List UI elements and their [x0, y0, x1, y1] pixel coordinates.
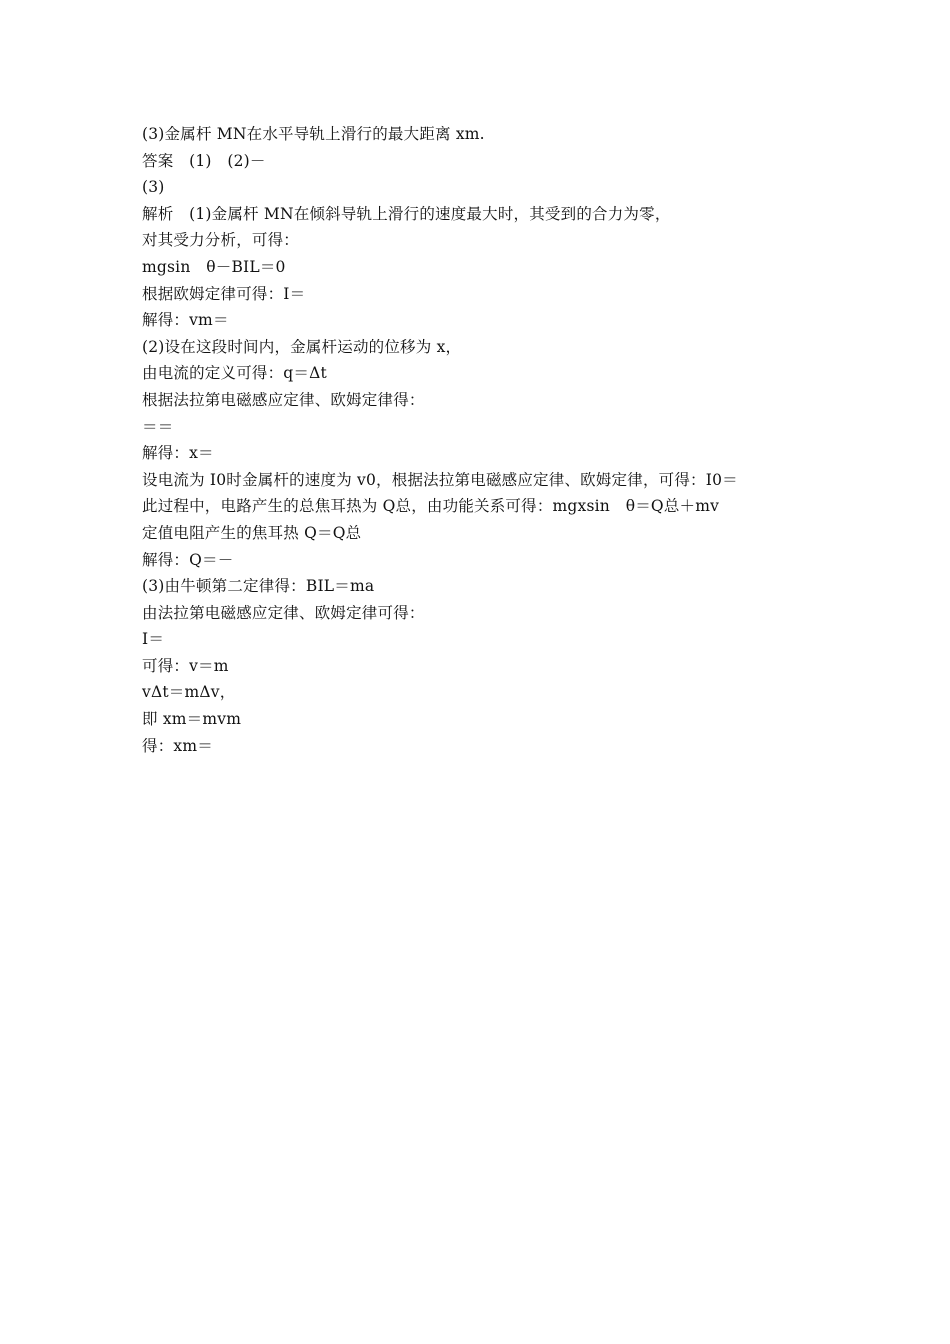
- text-line: (3)金属杆 MN在水平导轨上滑行的最大距离 xm.: [142, 125, 485, 143]
- text-line: 可得：v＝m: [142, 656, 229, 675]
- text-line: 对其受力分析，可得：: [142, 231, 300, 250]
- text-line: 得：xm＝: [142, 736, 213, 755]
- text-line: 定值电阻产生的焦耳热 Q＝Q总: [142, 523, 362, 542]
- text-line: (3)由牛顿第二定律得：BIL＝ma: [142, 577, 375, 596]
- text-line: 根据欧姆定律可得：I＝: [142, 284, 306, 303]
- solution-text: [142, 121, 822, 759]
- text-line: 此过程中，电路产生的总焦耳热为 Q总，由功能关系可得：mgxsin θ＝Q总＋mv: [142, 497, 720, 516]
- equation-line: I＝: [142, 630, 165, 649]
- equation-line: mgsin θ－BIL＝0: [142, 257, 286, 276]
- text-line: 由法拉第电磁感应定律、欧姆定律可得：: [142, 603, 425, 622]
- text-line: 由电流的定义可得：q＝Δt: [142, 364, 327, 383]
- equation-line: vΔt＝mΔv，: [142, 683, 236, 702]
- text-line: 设电流为 I0时金属杆的速度为 v0，根据法拉第电磁感应定律、欧姆定律，可得：I0＝: [142, 470, 738, 489]
- answer-line: 答案 (1) (2)－: [142, 151, 266, 170]
- equation-line: 即 xm＝mvm: [142, 710, 242, 729]
- text-line: 解得：x＝: [142, 444, 214, 463]
- text-line: (2)设在这段时间内，金属杆运动的位移为 x，: [142, 337, 462, 356]
- text-line: (3): [142, 178, 165, 197]
- text-line: 根据法拉第电磁感应定律、欧姆定律得：: [142, 390, 425, 409]
- analysis-line: 解析 (1)金属杆 MN在倾斜导轨上滑行的速度最大时，其受到的合力为零，: [142, 204, 671, 223]
- text-line: 解得：vm＝: [142, 311, 229, 330]
- equation-line: ＝＝: [142, 417, 174, 436]
- text-line: 解得：Q＝－: [142, 550, 234, 569]
